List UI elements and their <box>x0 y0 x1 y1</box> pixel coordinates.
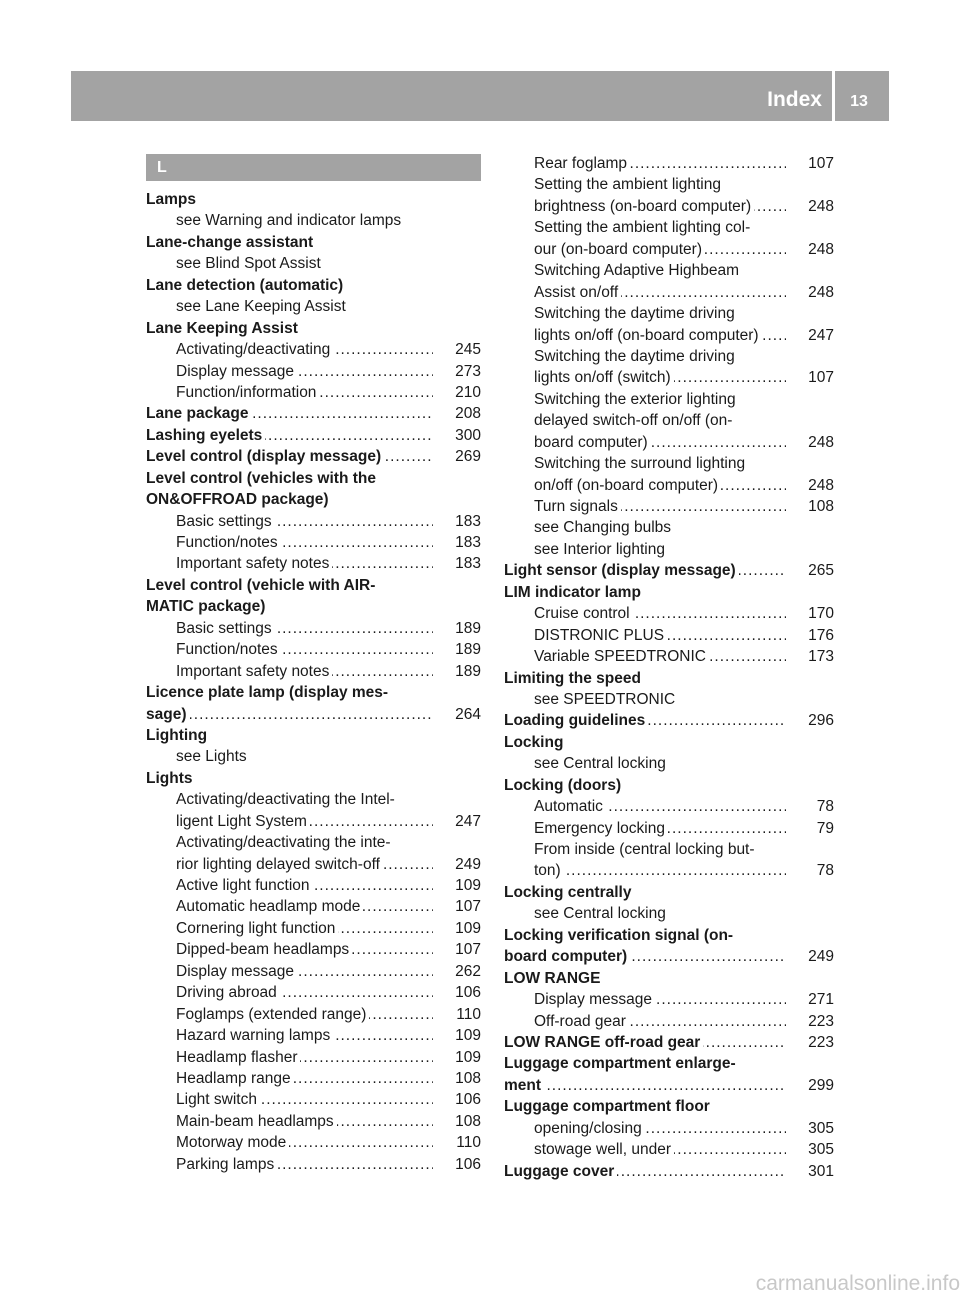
entry-label: ment <box>504 1077 544 1094</box>
entry-page-number: 248 <box>786 196 834 217</box>
entry-label: Lane-change assistant <box>146 233 314 251</box>
entry-label: Headlamp range <box>176 1070 294 1087</box>
entry-page-number: 107 <box>433 896 481 917</box>
entry-label: see Warning and indicator lamps <box>176 212 402 230</box>
entry-page-number: 271 <box>786 989 834 1010</box>
entry-label: see Blind Spot Assist <box>176 255 321 273</box>
entry-label: Luggage cover <box>504 1163 617 1180</box>
entry-page-number: 106 <box>433 1154 481 1175</box>
index-subentry <box>146 382 481 403</box>
entry-page-number: 106 <box>433 982 481 1003</box>
entry-page-number: 109 <box>433 1025 481 1046</box>
index-subentry <box>146 210 481 231</box>
entry-label: Turn signals <box>534 498 621 515</box>
index-entry <box>504 968 834 989</box>
entry-page-number: 305 <box>786 1139 834 1160</box>
entry-label: Important safety notes <box>176 555 332 572</box>
index-subentry <box>504 239 834 260</box>
entry-page-number: 107 <box>786 153 834 174</box>
index-subentry <box>504 517 834 538</box>
index-subentry <box>146 339 481 360</box>
index-subentry <box>146 661 481 682</box>
index-subentry <box>146 1025 481 1046</box>
index-subentry <box>504 282 834 303</box>
entry-label: lights on/off (on-board computer) <box>534 327 762 344</box>
entry-page-number: 110 <box>433 1004 481 1025</box>
index-entry <box>146 704 481 725</box>
entry-label: Locking (doors) <box>504 776 622 794</box>
index-entry <box>146 575 481 596</box>
entry-label: Activating/deactivating the inte- <box>176 834 391 852</box>
entry-label: Setting the ambient lighting <box>534 176 721 194</box>
entry-page-number: 249 <box>433 854 481 875</box>
entry-label: Light sensor (display message) <box>504 562 739 579</box>
index-subentry <box>146 1089 481 1110</box>
entry-label: Lighting <box>146 726 208 744</box>
section-letter: L <box>157 159 167 176</box>
entry-page-number: 223 <box>786 1032 834 1053</box>
index-subentry <box>504 496 834 517</box>
index-subentry <box>146 1154 481 1175</box>
index-title: Index <box>767 88 822 111</box>
entry-label: Luggage compartment enlarge- <box>504 1055 736 1073</box>
index-subentry <box>146 296 481 317</box>
index-subentry <box>504 389 834 410</box>
entry-label: Motorway mode <box>176 1134 289 1151</box>
page-number: 13 <box>850 93 868 110</box>
entry-label: see Interior lighting <box>534 540 665 558</box>
watermark: carmanualsonline.info <box>755 1272 960 1295</box>
entry-page-number: 296 <box>786 710 834 731</box>
entry-label: Licence plate lamp (display mes- <box>146 684 389 702</box>
index-entry <box>504 1032 834 1053</box>
index-entry <box>146 425 481 446</box>
index-subentry <box>146 1111 481 1132</box>
entry-label: sage) <box>146 706 190 723</box>
entry-label: Switching the daytime driving <box>534 347 735 365</box>
index-subentry <box>146 832 481 853</box>
index-entry <box>146 489 481 510</box>
entry-label: Parking lamps <box>176 1156 277 1173</box>
index-entry <box>146 318 481 339</box>
entry-page-number: 78 <box>786 860 834 881</box>
entry-label: LOW RANGE <box>504 969 601 987</box>
entry-page-number: 79 <box>786 818 834 839</box>
entry-label: stowage well, under <box>534 1141 674 1158</box>
entry-label: Function/information <box>176 384 319 401</box>
entry-page-number: 176 <box>786 625 834 646</box>
index-subentry <box>504 1118 834 1139</box>
index-subentry <box>504 1139 834 1160</box>
entry-page-number: 170 <box>786 603 834 624</box>
index-subentry <box>504 625 834 646</box>
entry-label: Basic settings <box>176 513 275 530</box>
index-entry <box>146 189 481 210</box>
index-subentry <box>146 875 481 896</box>
index-subentry <box>504 689 834 710</box>
index-subentry <box>504 260 834 281</box>
entry-label: Lane detection (automatic) <box>146 276 344 294</box>
entry-label: Switching Adaptive Highbeam <box>534 262 740 280</box>
entry-label: see Lights <box>176 748 247 766</box>
index-subentry <box>504 818 834 839</box>
entry-label: Luggage compartment floor <box>504 1098 710 1116</box>
entry-page-number: 247 <box>786 325 834 346</box>
index-column-right <box>504 153 834 1182</box>
index-subentry <box>146 961 481 982</box>
entry-label: Level control (vehicle with AIR- <box>146 576 376 594</box>
entry-label: opening/closing <box>534 1120 645 1137</box>
entry-page-number: 248 <box>786 475 834 496</box>
entry-label: Important safety notes <box>176 663 332 680</box>
index-subentry <box>504 860 834 881</box>
entry-label: lights on/off (switch) <box>534 369 674 386</box>
entry-label: Hazard warning lamps <box>176 1027 333 1044</box>
index-subentry <box>146 789 481 810</box>
entry-label: Cornering light function <box>176 920 338 937</box>
entry-page-number: 189 <box>433 639 481 660</box>
index-subentry <box>504 453 834 474</box>
entry-label: Main-beam headlamps <box>176 1113 337 1130</box>
index-entry <box>146 682 481 703</box>
entry-label: Activating/deactivating the Intel- <box>176 791 395 809</box>
entry-label: LOW RANGE off-road gear <box>504 1034 703 1051</box>
entry-page-number: 173 <box>786 646 834 667</box>
index-subentry <box>504 367 834 388</box>
entry-label: board computer) <box>534 434 651 451</box>
entry-label: Level control (display message) <box>146 448 384 465</box>
index-subentry <box>504 196 834 217</box>
entry-label: Display message <box>534 991 655 1008</box>
index-subentry <box>504 989 834 1010</box>
index-subentry <box>146 746 481 767</box>
index-subentry <box>146 1004 481 1025</box>
entry-label: Rear foglamp <box>534 155 630 172</box>
index-subentry <box>146 982 481 1003</box>
entry-page-number: 248 <box>786 282 834 303</box>
index-entry <box>146 725 481 746</box>
entry-label: Automatic headlamp mode <box>176 898 363 915</box>
entry-page-number: 300 <box>433 425 481 446</box>
entry-label: Lane package <box>146 405 252 422</box>
entry-label: MATIC package) <box>146 598 266 616</box>
index-subentry <box>504 346 834 367</box>
index-subentry <box>146 553 481 574</box>
entry-page-number: 107 <box>786 367 834 388</box>
index-entry <box>504 775 834 796</box>
entry-label: Activating/deactivating <box>176 341 333 358</box>
entry-page-number: 248 <box>786 432 834 453</box>
entry-page-number: 106 <box>433 1089 481 1110</box>
entry-page-number: 299 <box>786 1075 834 1096</box>
entry-page-number: 78 <box>786 796 834 817</box>
index-subentry <box>146 854 481 875</box>
entry-page-number: 108 <box>786 496 834 517</box>
index-entry <box>504 946 834 967</box>
entry-label: Basic settings <box>176 620 275 637</box>
entry-page-number: 189 <box>433 661 481 682</box>
entry-label: Foglamps (extended range) <box>176 1006 369 1023</box>
index-subentry <box>146 639 481 660</box>
entry-page-number: 265 <box>786 560 834 581</box>
index-entry <box>504 882 834 903</box>
entry-page-number: 110 <box>433 1132 481 1153</box>
index-subentry <box>504 432 834 453</box>
entry-label: Automatic <box>534 798 606 815</box>
entry-page-number: 108 <box>433 1111 481 1132</box>
entry-label: Switching the surround lighting <box>534 455 746 473</box>
entry-label: our (on-board computer) <box>534 241 705 258</box>
index-entry <box>504 732 834 753</box>
entry-page-number: 109 <box>433 875 481 896</box>
entry-page-number: 208 <box>433 403 481 424</box>
entry-page-number: 305 <box>786 1118 834 1139</box>
index-subentry <box>504 153 834 174</box>
entry-label: see Lane Keeping Assist <box>176 298 346 316</box>
index-subentry <box>504 539 834 560</box>
entry-page-number: 189 <box>433 618 481 639</box>
index-entry <box>146 232 481 253</box>
index-entry <box>146 446 481 467</box>
index-subentry <box>504 303 834 324</box>
entry-label: LIM indicator lamp <box>504 583 641 601</box>
entry-label: Driving abroad <box>176 984 280 1001</box>
entry-label: ON&OFFROAD package) <box>146 491 329 509</box>
index-entry <box>146 768 481 789</box>
entry-label: Locking verification signal (on- <box>504 926 734 944</box>
index-entry <box>146 275 481 296</box>
entry-label: see SPEEDTRONIC <box>534 690 676 708</box>
entry-label: Switching the daytime driving <box>534 305 735 323</box>
index-subentry <box>146 361 481 382</box>
entry-page-number: 109 <box>433 918 481 939</box>
entry-label: Off-road gear <box>534 1013 629 1030</box>
entry-label: ton) <box>534 862 564 879</box>
entry-label: From inside (central locking but- <box>534 841 755 858</box>
entry-label: Limiting the speed <box>504 669 641 687</box>
entry-label: Variable SPEEDTRONIC <box>534 648 709 665</box>
entry-label: Lane Keeping Assist <box>146 319 298 337</box>
entry-label: Display message <box>176 963 297 980</box>
entry-label: see Central locking <box>534 755 666 773</box>
index-subentry <box>146 1132 481 1153</box>
index-entry <box>146 468 481 489</box>
entry-label: brightness (on-board computer) <box>534 198 754 215</box>
index-subentry <box>504 325 834 346</box>
entry-label: Level control (vehicles with the <box>146 469 376 487</box>
index-subentry <box>146 618 481 639</box>
entry-label: Display message <box>176 363 297 380</box>
entry-label: Setting the ambient lighting col- <box>534 219 751 237</box>
entry-label: DISTRONIC PLUS <box>534 627 667 644</box>
index-subentry <box>504 217 834 238</box>
entry-label: delayed switch-off on/off (on- <box>534 412 733 430</box>
index-subentry <box>146 896 481 917</box>
index-column-left <box>146 189 481 1175</box>
index-subentry <box>146 1068 481 1089</box>
entry-label: see Changing bulbs <box>534 519 672 537</box>
index-entry <box>504 1075 834 1096</box>
entry-label: Locking <box>504 733 564 751</box>
entry-label: on/off (on-board computer) <box>534 477 721 494</box>
entry-label: rior lighting delayed switch-off <box>176 856 383 873</box>
entry-page-number: 273 <box>433 361 481 382</box>
entry-page-number: 183 <box>433 553 481 574</box>
index-subentry <box>504 410 834 431</box>
index-subentry <box>146 811 481 832</box>
entry-label: Dipped-beam headlamps <box>176 941 352 958</box>
entry-label: Loading guidelines <box>504 712 648 729</box>
index-entry <box>146 403 481 424</box>
entry-label: Light switch <box>176 1091 260 1108</box>
entry-page-number: 210 <box>433 382 481 403</box>
index-subentry <box>146 918 481 939</box>
index-subentry <box>146 532 481 553</box>
entry-page-number: 247 <box>433 811 481 832</box>
index-entry <box>504 1053 834 1074</box>
index-subentry <box>146 939 481 960</box>
entry-label: Locking centrally <box>504 883 632 901</box>
entry-label: Cruise control <box>534 605 633 622</box>
entry-label: Lashing eyelets <box>146 427 265 444</box>
entry-page-number: 245 <box>433 339 481 360</box>
index-subentry <box>504 1011 834 1032</box>
index-entry <box>504 582 834 603</box>
index-subentry <box>504 646 834 667</box>
index-subentry <box>504 475 834 496</box>
index-entry <box>146 596 481 617</box>
index-subentry <box>146 253 481 274</box>
entry-page-number: 301 <box>786 1161 834 1182</box>
entry-label: board computer) <box>504 948 630 965</box>
index-subentry <box>504 174 834 195</box>
index-entry <box>504 1161 834 1182</box>
entry-page-number: 262 <box>433 961 481 982</box>
entry-page-number: 183 <box>433 532 481 553</box>
entry-label: ligent Light System <box>176 813 310 830</box>
index-entry <box>504 668 834 689</box>
entry-label: Function/notes <box>176 534 281 551</box>
entry-label: Function/notes <box>176 641 281 658</box>
index-subentry <box>504 903 834 924</box>
index-entry <box>504 710 834 731</box>
entry-label: Headlamp flasher <box>176 1049 300 1066</box>
entry-page-number: 108 <box>433 1068 481 1089</box>
section-header-bar <box>146 154 481 181</box>
index-entry <box>504 560 834 581</box>
entry-page-number: 183 <box>433 511 481 532</box>
entry-label: Active light function <box>176 877 313 894</box>
index-entry <box>504 925 834 946</box>
entry-page-number: 223 <box>786 1011 834 1032</box>
header-separator <box>832 71 835 121</box>
entry-label: Lights <box>146 769 193 787</box>
entry-page-number: 269 <box>433 446 481 467</box>
entry-page-number: 249 <box>786 946 834 967</box>
entry-page-number: 248 <box>786 239 834 260</box>
index-subentry <box>504 796 834 817</box>
index-subentry <box>504 603 834 624</box>
entry-label: see Central locking <box>534 905 666 923</box>
entry-label: Switching the exterior lighting <box>534 390 736 408</box>
index-subentry <box>504 839 834 860</box>
entry-page-number: 107 <box>433 939 481 960</box>
index-subentry <box>504 753 834 774</box>
index-subentry <box>146 1047 481 1068</box>
index-entry <box>504 1096 834 1117</box>
entry-page-number: 264 <box>433 704 481 725</box>
entry-label: Emergency locking <box>534 820 668 837</box>
entry-page-number: 109 <box>433 1047 481 1068</box>
entry-label: Assist on/off <box>534 284 621 301</box>
index-subentry <box>146 511 481 532</box>
entry-label: Lamps <box>146 191 196 208</box>
